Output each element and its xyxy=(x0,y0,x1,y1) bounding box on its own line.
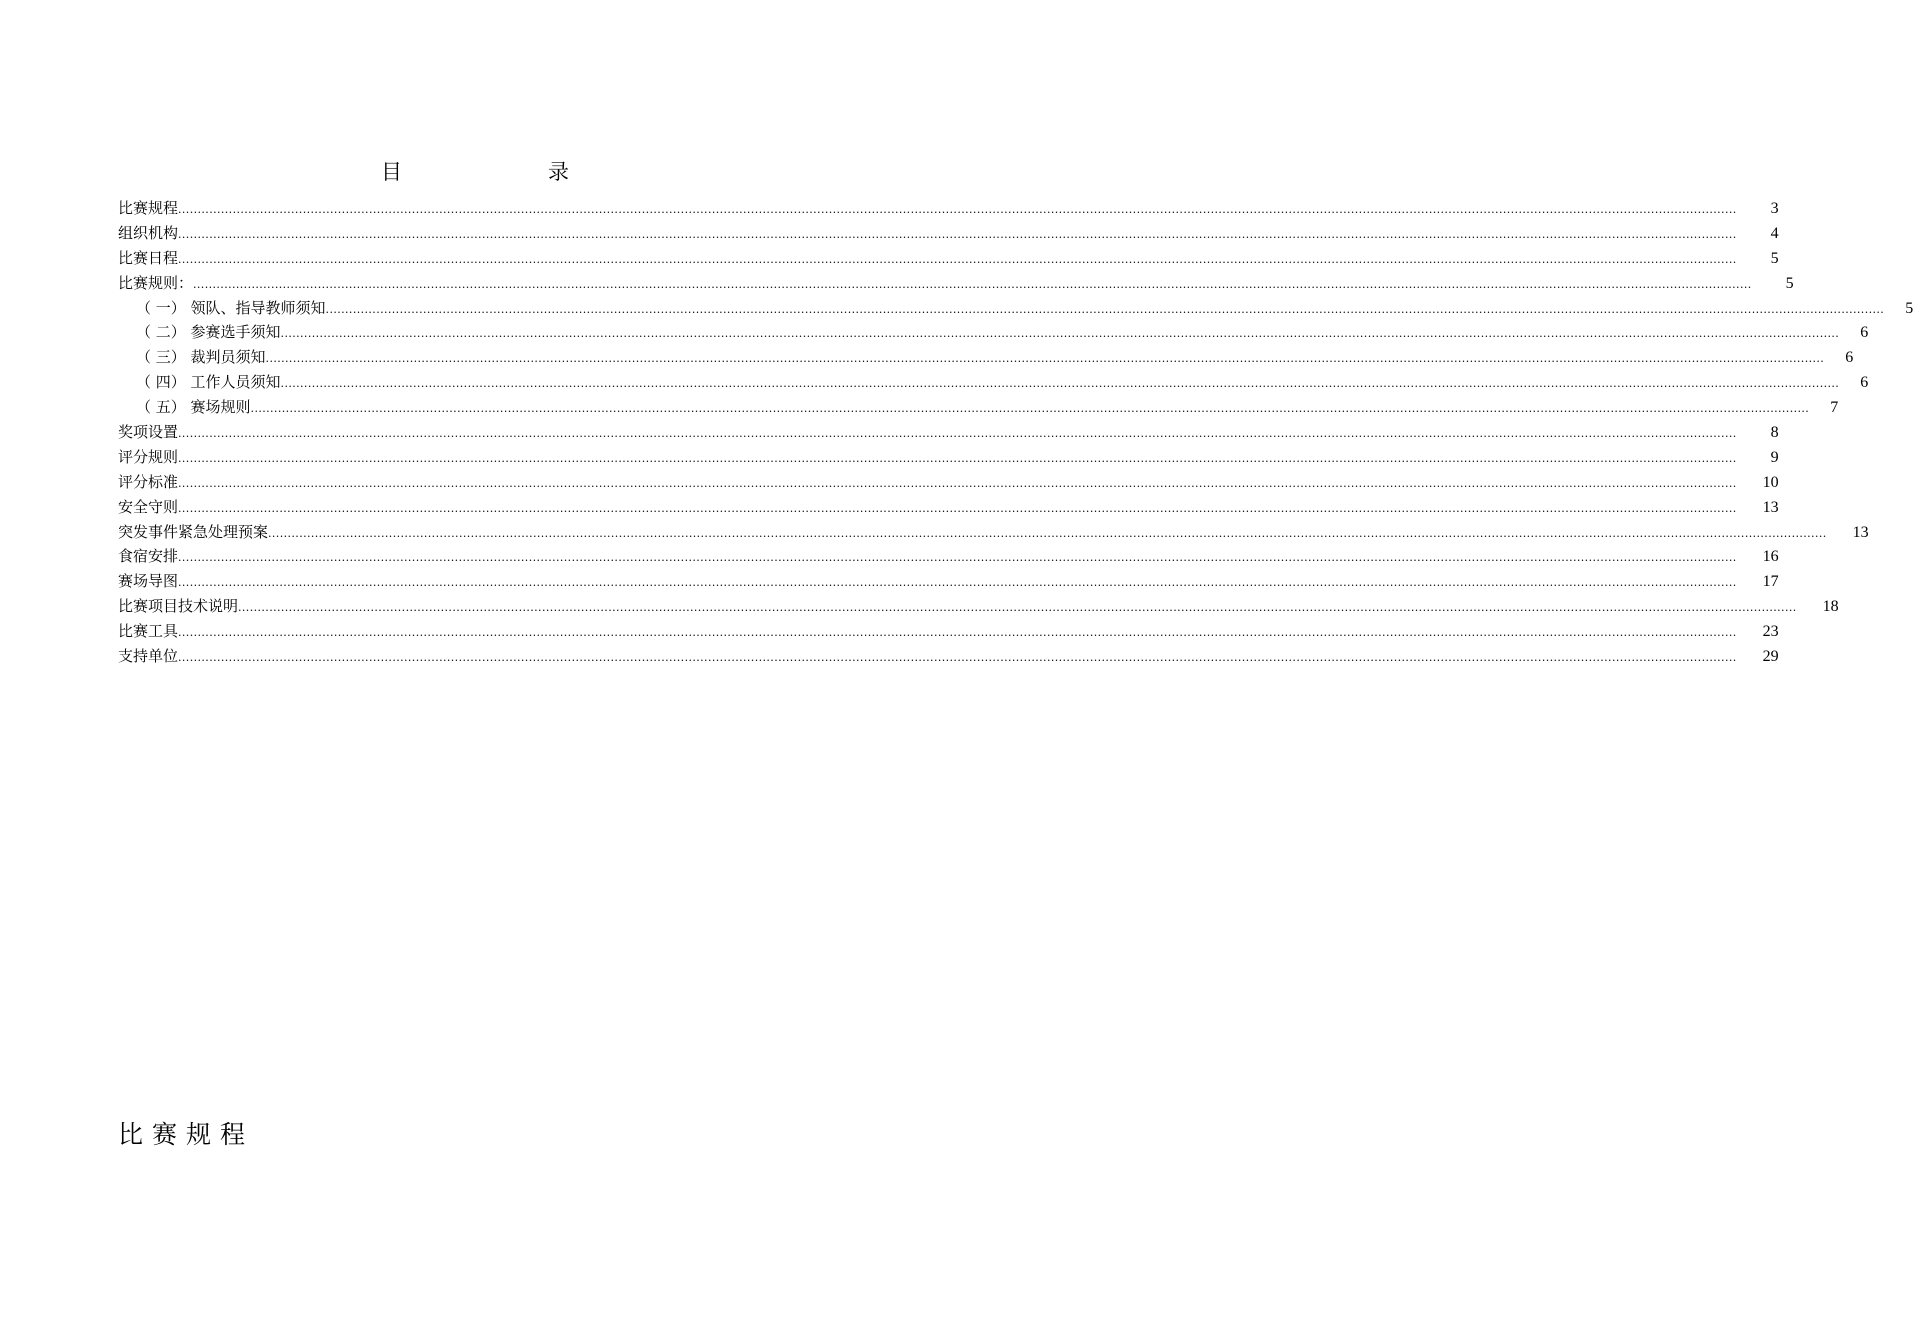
toc-entry-label: 奖项设置 xyxy=(118,423,179,442)
toc-dot-leader: ................................................................................................................................................................................................................................................................................................................................................................................................................ xyxy=(280,327,1840,341)
toc-entry-label: 突发事件紧急处理预案 xyxy=(118,522,269,541)
toc-entry-label: 比赛日程 xyxy=(118,248,179,267)
toc-entry-label: （ 五） 赛场规则 xyxy=(136,398,251,417)
toc-entry[interactable] xyxy=(118,246,1779,271)
toc-dot-leader: ................................................................................................................................................................................................................................................................................................................................................................................................................ xyxy=(178,626,1737,640)
toc-dot-leader: ................................................................................................................................................................................................................................................................................................................................................................................................................ xyxy=(178,476,1737,490)
toc-entry[interactable] xyxy=(118,296,1914,321)
toc-dot-leader: ................................................................................................................................................................................................................................................................................................................................................................................................................ xyxy=(250,402,1810,416)
toc-entry[interactable] xyxy=(118,569,1779,594)
toc-dot-leader: ................................................................................................................................................................................................................................................................................................................................................................................................................ xyxy=(178,501,1737,515)
toc-dot-leader: ................................................................................................................................................................................................................................................................................................................................................................................................................ xyxy=(268,526,1827,540)
toc-entry-page-number: 9 xyxy=(1770,448,1779,466)
toc-entry-label: （ 二） 参赛选手须知 xyxy=(136,323,281,342)
toc-entry-page-number: 10 xyxy=(1762,473,1779,491)
toc-dot-leader: ................................................................................................................................................................................................................................................................................................................................................................................................................ xyxy=(280,377,1840,391)
toc-entry-label: 比赛规则： xyxy=(118,273,194,292)
toc-dot-leader: ................................................................................................................................................................................................................................................................................................................................................................................................................ xyxy=(178,576,1737,590)
table-of-contents xyxy=(118,196,1914,669)
toc-entry[interactable] xyxy=(118,619,1779,644)
toc-dot-leader: ................................................................................................................................................................................................................................................................................................................................................................................................................ xyxy=(178,203,1737,216)
toc-entry-label: （ 三） 裁判员须知 xyxy=(136,348,266,367)
toc-entry[interactable] xyxy=(118,420,1779,445)
toc-title xyxy=(0,158,950,186)
toc-entry-page-number: 6 xyxy=(1845,349,1854,367)
toc-entry-page-number: 16 xyxy=(1762,548,1779,566)
section-heading: 比赛规程 xyxy=(118,1120,255,1149)
toc-entry[interactable] xyxy=(118,594,1839,619)
toc-entry-label: 比赛工具 xyxy=(118,622,179,641)
toc-dot-leader: ................................................................................................................................................................................................................................................................................................................................................................................................................ xyxy=(178,427,1737,441)
toc-entry-label: 支持单位 xyxy=(118,647,179,666)
toc-entry[interactable] xyxy=(118,495,1779,520)
toc-entry-page-number: 8 xyxy=(1770,424,1779,442)
toc-entry-label: 比赛项目技术说明 xyxy=(118,597,239,616)
toc-entry-page-number: 23 xyxy=(1762,623,1779,641)
toc-entry[interactable] xyxy=(118,345,1854,370)
toc-entry[interactable] xyxy=(118,196,1779,221)
toc-entry[interactable] xyxy=(118,370,1869,395)
toc-entry-label: 食宿安排 xyxy=(118,547,179,566)
toc-entry-page-number: 7 xyxy=(1830,399,1839,417)
toc-entry-label: 安全守则 xyxy=(118,497,179,516)
toc-entry-label: 赛场导图 xyxy=(118,572,179,591)
toc-dot-leader: ................................................................................................................................................................................................................................................................................................................................................................................................................ xyxy=(178,651,1737,665)
toc-entry-label: 评分规则 xyxy=(118,447,179,466)
toc-dot-leader: ................................................................................................................................................................................................................................................................................................................................................................................................................ xyxy=(178,451,1737,465)
toc-entry-page-number: 29 xyxy=(1762,648,1779,666)
toc-entry-page-number: 6 xyxy=(1860,374,1869,392)
toc-entry-page-number: 13 xyxy=(1852,523,1869,541)
toc-entry-label: 比赛规程 xyxy=(118,199,179,217)
toc-entry-page-number: 18 xyxy=(1822,598,1839,616)
toc-entry[interactable] xyxy=(118,221,1779,246)
toc-entry-page-number: 17 xyxy=(1762,573,1779,591)
toc-entry[interactable] xyxy=(118,520,1869,545)
toc-entry-label: （ 四） 工作人员须知 xyxy=(136,373,281,392)
toc-dot-leader: ................................................................................................................................................................................................................................................................................................................................................................................................................ xyxy=(265,352,1825,366)
toc-dot-leader: ................................................................................................................................................................................................................................................................................................................................................................................................................ xyxy=(238,601,1797,615)
toc-entry-label: 组织机构 xyxy=(118,223,179,242)
toc-entry[interactable] xyxy=(118,271,1794,296)
toc-entry[interactable] xyxy=(118,644,1779,669)
toc-entry[interactable] xyxy=(118,320,1869,345)
toc-entry[interactable] xyxy=(118,544,1779,569)
toc-entry-page-number: 5 xyxy=(1905,299,1914,317)
toc-entry-label: （ 一） 领队、指导教师须知 xyxy=(136,298,326,317)
toc-entry-page-number: 6 xyxy=(1860,324,1869,342)
toc-title-left: 目 xyxy=(381,160,402,184)
toc-dot-leader: ................................................................................................................................................................................................................................................................................................................................................................................................................ xyxy=(178,227,1737,241)
toc-entry[interactable] xyxy=(118,395,1839,420)
toc-entry-page-number: 5 xyxy=(1770,249,1779,267)
toc-entry-page-number: 3 xyxy=(1770,200,1779,217)
toc-title-right: 录 xyxy=(548,160,569,184)
toc-dot-leader: ................................................................................................................................................................................................................................................................................................................................................................................................................ xyxy=(325,302,1885,316)
toc-dot-leader: ................................................................................................................................................................................................................................................................................................................................................................................................................ xyxy=(178,551,1737,565)
toc-dot-leader: ................................................................................................................................................................................................................................................................................................................................................................................................................ xyxy=(193,277,1752,291)
toc-entry-page-number: 5 xyxy=(1785,274,1794,292)
toc-entry-page-number: 4 xyxy=(1770,224,1779,242)
toc-entry[interactable] xyxy=(118,470,1779,495)
toc-entry-page-number: 13 xyxy=(1762,498,1779,516)
toc-entry-label: 评分标准 xyxy=(118,472,179,491)
toc-dot-leader: ................................................................................................................................................................................................................................................................................................................................................................................................................ xyxy=(178,252,1737,266)
toc-entry[interactable] xyxy=(118,445,1779,470)
